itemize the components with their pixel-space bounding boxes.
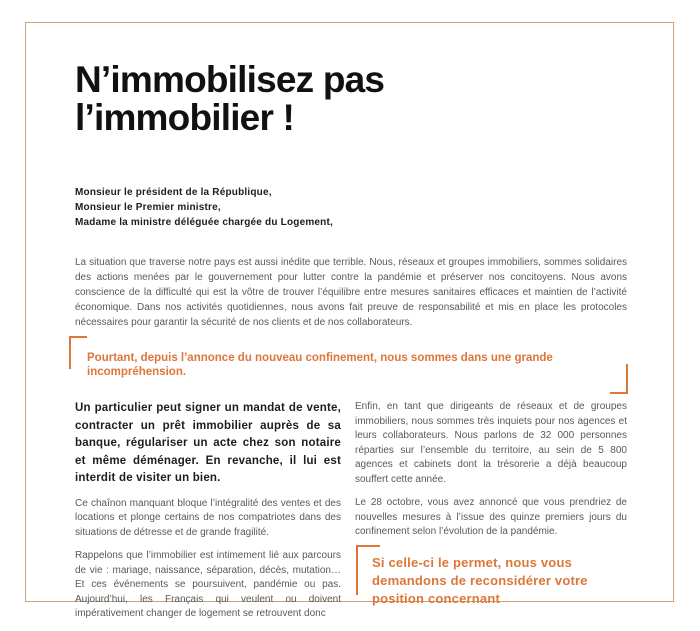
letter-page — [25, 22, 674, 619]
two-column-section — [75, 400, 627, 631]
letter-content — [75, 23, 627, 631]
page-title — [75, 61, 627, 137]
callout-quote — [355, 552, 627, 608]
page-title-line-2: l’immobilier ! — [75, 97, 295, 138]
callout-quote-text: Si celle-ci le permet, nous vous demandons de reconsidérer votre position concernant — [372, 554, 588, 606]
left-column — [75, 400, 341, 631]
addressee-housing-minister: Madame la ministre déléguée chargée du Logement, — [75, 217, 334, 228]
pull-quote — [75, 349, 627, 383]
left-column-paragraph-1: Ce chaînon manquant bloque l’intégralité des ventes et des locations et plonge certains de nos compatriotes dans des situations de détresse et de grande fragilité. — [75, 497, 341, 538]
right-column-paragraph-1: Enfin, en tant que dirigeants de réseaux et de groupes immobiliers, nous sommes très inquiets pour nos agences et leurs collaborateurs. Nous parlons de 32 000 personnes réparties sur l’ensemble du territoire, au sein de 5 800 agences et cabinets dont la trésorerie a déjà beaucoup souffert cette année. — [355, 401, 627, 485]
right-column — [355, 400, 627, 631]
addressee-prime-minister: Monsieur le Premier ministre, — [75, 202, 221, 213]
left-column-lead-paragraph: Un particulier peut signer un mandat de vente, contracter un prêt immobilier auprès de sa banque, régulariser un acte chez son notaire et même déménager. En revanche, il lui est interdit de visiter un bien. — [75, 402, 341, 484]
left-column-paragraph-2: Rappelons que l’immobilier est intimement lié aux parcours de vie : mariage, naissance, séparation, décès, mutation… Et ces événements se poursuivent, pandémie ou pas. Aujourd’hui, les Français qui veulent ou doivent impérativement changer de logement se retrouvent donc — [75, 550, 341, 619]
addressee-president: Monsieur le président de la République, — [75, 187, 272, 198]
corner-bracket-top-left — [356, 545, 380, 595]
pull-quote-text: Pourtant, depuis l’annonce du nouveau confinement, nous sommes dans une grande incompréhension. — [87, 352, 553, 378]
right-column-paragraph-2: Le 28 octobre, vous avez annoncé que vous prendriez de nouvelles mesures à l’issue des quinze premiers jours du confinement selon l’évolution de la pandémie. — [355, 497, 627, 537]
corner-bracket-bottom-right — [610, 364, 628, 394]
addressee-block — [75, 185, 627, 230]
intro-paragraph: La situation que traverse notre pays est aussi inédite que terrible. Nous, réseaux et groupes immobiliers, sommes solidaires des actions menées par le gouvernement pour lutter contre la pandémie et préserver nos concitoyens. Nous avons conscience de la difficulté qui est la vôtre de trouver l’équilibre entre mesures sanitaires efficaces et maintien de l’activité économique. Dans nos activités quotidiennes, nous avons fait preuve de responsabilité et mis en place les protocoles nécessaires pour garantir la sécurité de nos clients et de nos collaborateurs. — [75, 257, 627, 328]
corner-bracket-top-left — [69, 336, 87, 369]
page-title-line-1: N’immobilisez pas — [75, 59, 385, 100]
